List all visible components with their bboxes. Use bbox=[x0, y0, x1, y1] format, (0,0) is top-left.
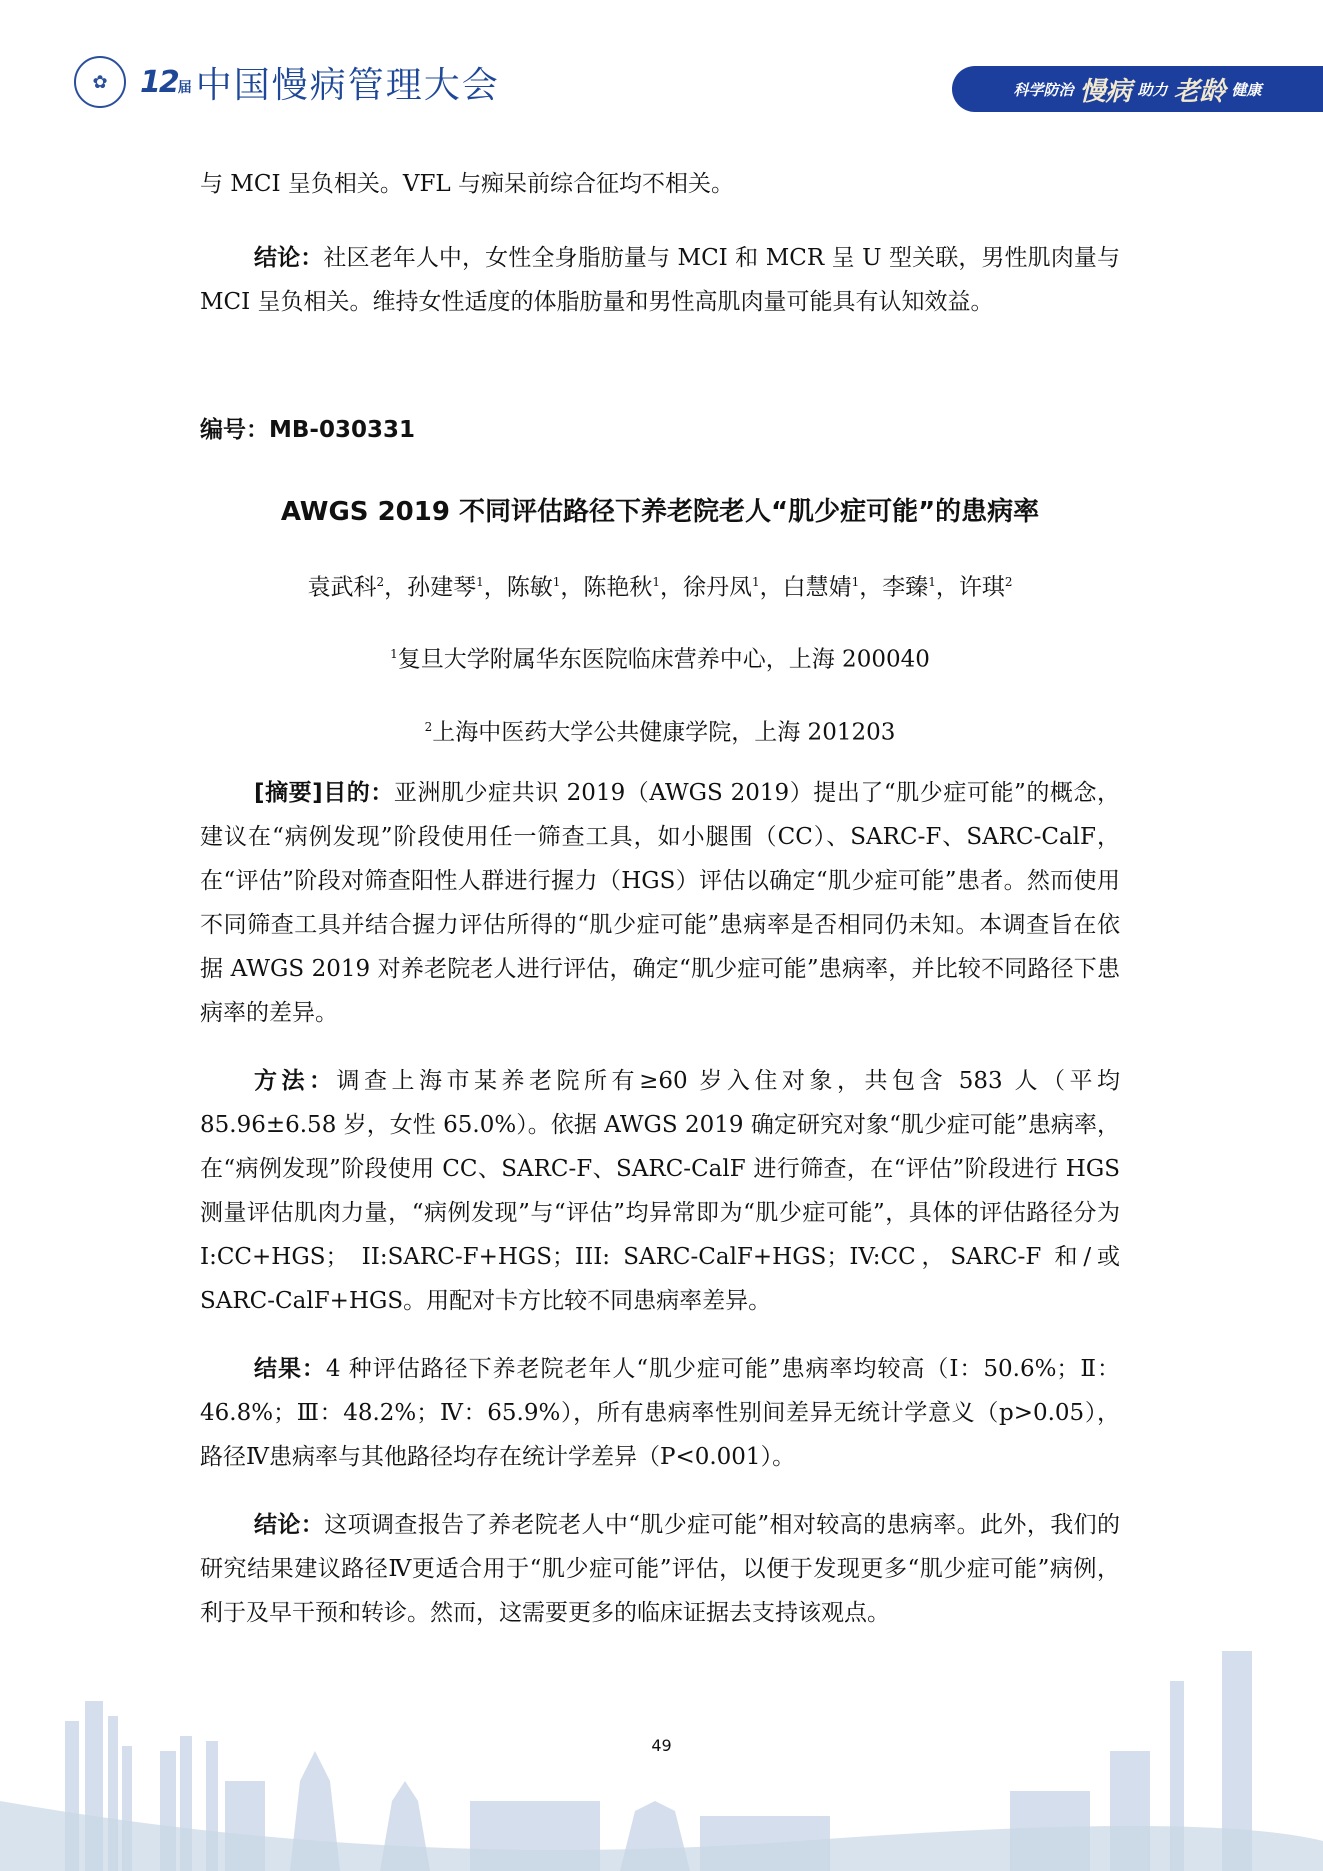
author-name: 陈艳秋 bbox=[583, 574, 653, 601]
article bbox=[200, 408, 1120, 1635]
affiliation-marker: 2 bbox=[376, 575, 385, 589]
author-separator: ， bbox=[560, 574, 584, 601]
conference-name: 中国慢病管理大会 bbox=[195, 64, 500, 106]
author-separator: ， bbox=[935, 574, 959, 601]
affiliation-marker: 1 bbox=[652, 575, 660, 589]
author-name: 徐丹凤 bbox=[683, 574, 752, 601]
edition-number: 12届 bbox=[140, 64, 190, 100]
affiliation-1: $^1$复旦大学附属华东医院临床营养中心，上海 200040 bbox=[390, 646, 930, 673]
author-separator: ， bbox=[384, 574, 408, 601]
abstract-methods: 方法：调查上海市某养老院所有≥60 岁入住对象，共包含 583 人（平均 85.96±6.58 岁，女性 65.0%）。依据 AWGS 2019 确定研究对象“肌少症可能”患病率，在“病例发现”阶段使用 CC、SARC-F、SARC-CalF 进行筛查，在“评估”阶段进行 HGS 测量评估肌肉力量，“病例发现”与“评估”均异常即为“肌少症可能”，具体的评估路径分为 I:CC+HGS； II:SARC-F+HGS；III: SARC-CalF+HGS；IV:CC，SARC-F 和/或 SARC-CalF+HGS。用配对卡方比较不同患病率差异。 bbox=[200, 1067, 1120, 1314]
affiliation-marker: 1 bbox=[928, 575, 936, 589]
article-id: 编号：MB-030331 bbox=[200, 417, 415, 443]
affiliation-marker: 1 bbox=[476, 575, 484, 589]
header-logo bbox=[74, 56, 500, 108]
previous-conclusion: 结论：社区老年人中，女性全身脂肪量与 MCI 和 MCR 呈 U 型关联，男性肌肉量与 MCI 呈负相关。维持女性适度的体脂肪量和男性高肌肉量可能具有认知效益。 bbox=[200, 245, 1121, 315]
page-number: 49 bbox=[651, 1736, 672, 1755]
author-name: 李臻 bbox=[882, 574, 929, 601]
author-list bbox=[200, 560, 1120, 610]
affiliation-marker: 1 bbox=[851, 575, 860, 589]
slogan-banner: 科学防治 慢病 助力 老龄 健康 bbox=[952, 66, 1323, 112]
abstract-results: 结果：4 种评估路径下养老院老年人“肌少症可能”患病率均较高（Ⅰ：50.6%；Ⅱ：46.8%；Ⅲ：48.2%；Ⅳ：65.9%），所有患病率性别间差异无统计学意义（p>0.05），路径Ⅳ患病率与其他路径均存在统计学差异（P<0.001）。 bbox=[200, 1355, 1120, 1470]
author-name: 许琪 bbox=[958, 574, 1005, 601]
author-separator: ， bbox=[859, 574, 883, 601]
author-separator: ， bbox=[660, 574, 683, 601]
author-separator: ， bbox=[759, 574, 783, 601]
affiliation-marker: 1 bbox=[752, 575, 760, 589]
author-name: 孙建琴 bbox=[407, 574, 477, 601]
affiliation-marker: 2 bbox=[1004, 575, 1013, 589]
previous-results-tail: 与 MCI 呈负相关。VFL 与痴呆前综合征均不相关。 bbox=[200, 171, 735, 197]
affiliation-marker: 1 bbox=[552, 575, 561, 589]
abstract-conclusion: 结论：这项调查报告了养老院老人中“肌少症可能”相对较高的患病率。此外，我们的研究结果建议路径Ⅳ更适合用于“肌少症可能”评估，以便于发现更多“肌少症可能”病例，利于及早干预和转诊。然而，这需要更多的临床证据去支持该观点。 bbox=[200, 1511, 1120, 1626]
affiliation-2: $^2$上海中医药大学公共健康学院，上海 201203 bbox=[424, 719, 896, 746]
author-separator: ， bbox=[483, 574, 507, 601]
article-title: AWGS 2019 不同评估路径下养老院老人“肌少症可能”的患病率 bbox=[280, 497, 1040, 527]
city-skyline-decoration bbox=[0, 1641, 1323, 1871]
previous-abstract-tail bbox=[200, 162, 1120, 324]
author-name: 袁武科 bbox=[307, 574, 377, 601]
society-emblem-icon: ✿ bbox=[74, 56, 126, 108]
author-name: 白慧婧 bbox=[782, 574, 852, 601]
author-name: 陈敏 bbox=[506, 574, 553, 601]
abstract-objective: [摘要]目的：亚洲肌少症共识 2019（AWGS 2019）提出了“肌少症可能”的概念，建议在“病例发现”阶段使用任一筛查工具，如小腿围（CC）、SARC-F、SARC-CalF，在“评估”阶段对筛查阳性人群进行握力（HGS）评估以确定“肌少症可能”患者。然而使用不同筛查工具并结合握力评估所得的“肌少症可能”患病率是否相同仍未知。本调查旨在依据 AWGS 2019 对养老院老人进行评估，确定“肌少症可能”患病率，并比较不同路径下患病率的差异。 bbox=[200, 779, 1121, 1026]
